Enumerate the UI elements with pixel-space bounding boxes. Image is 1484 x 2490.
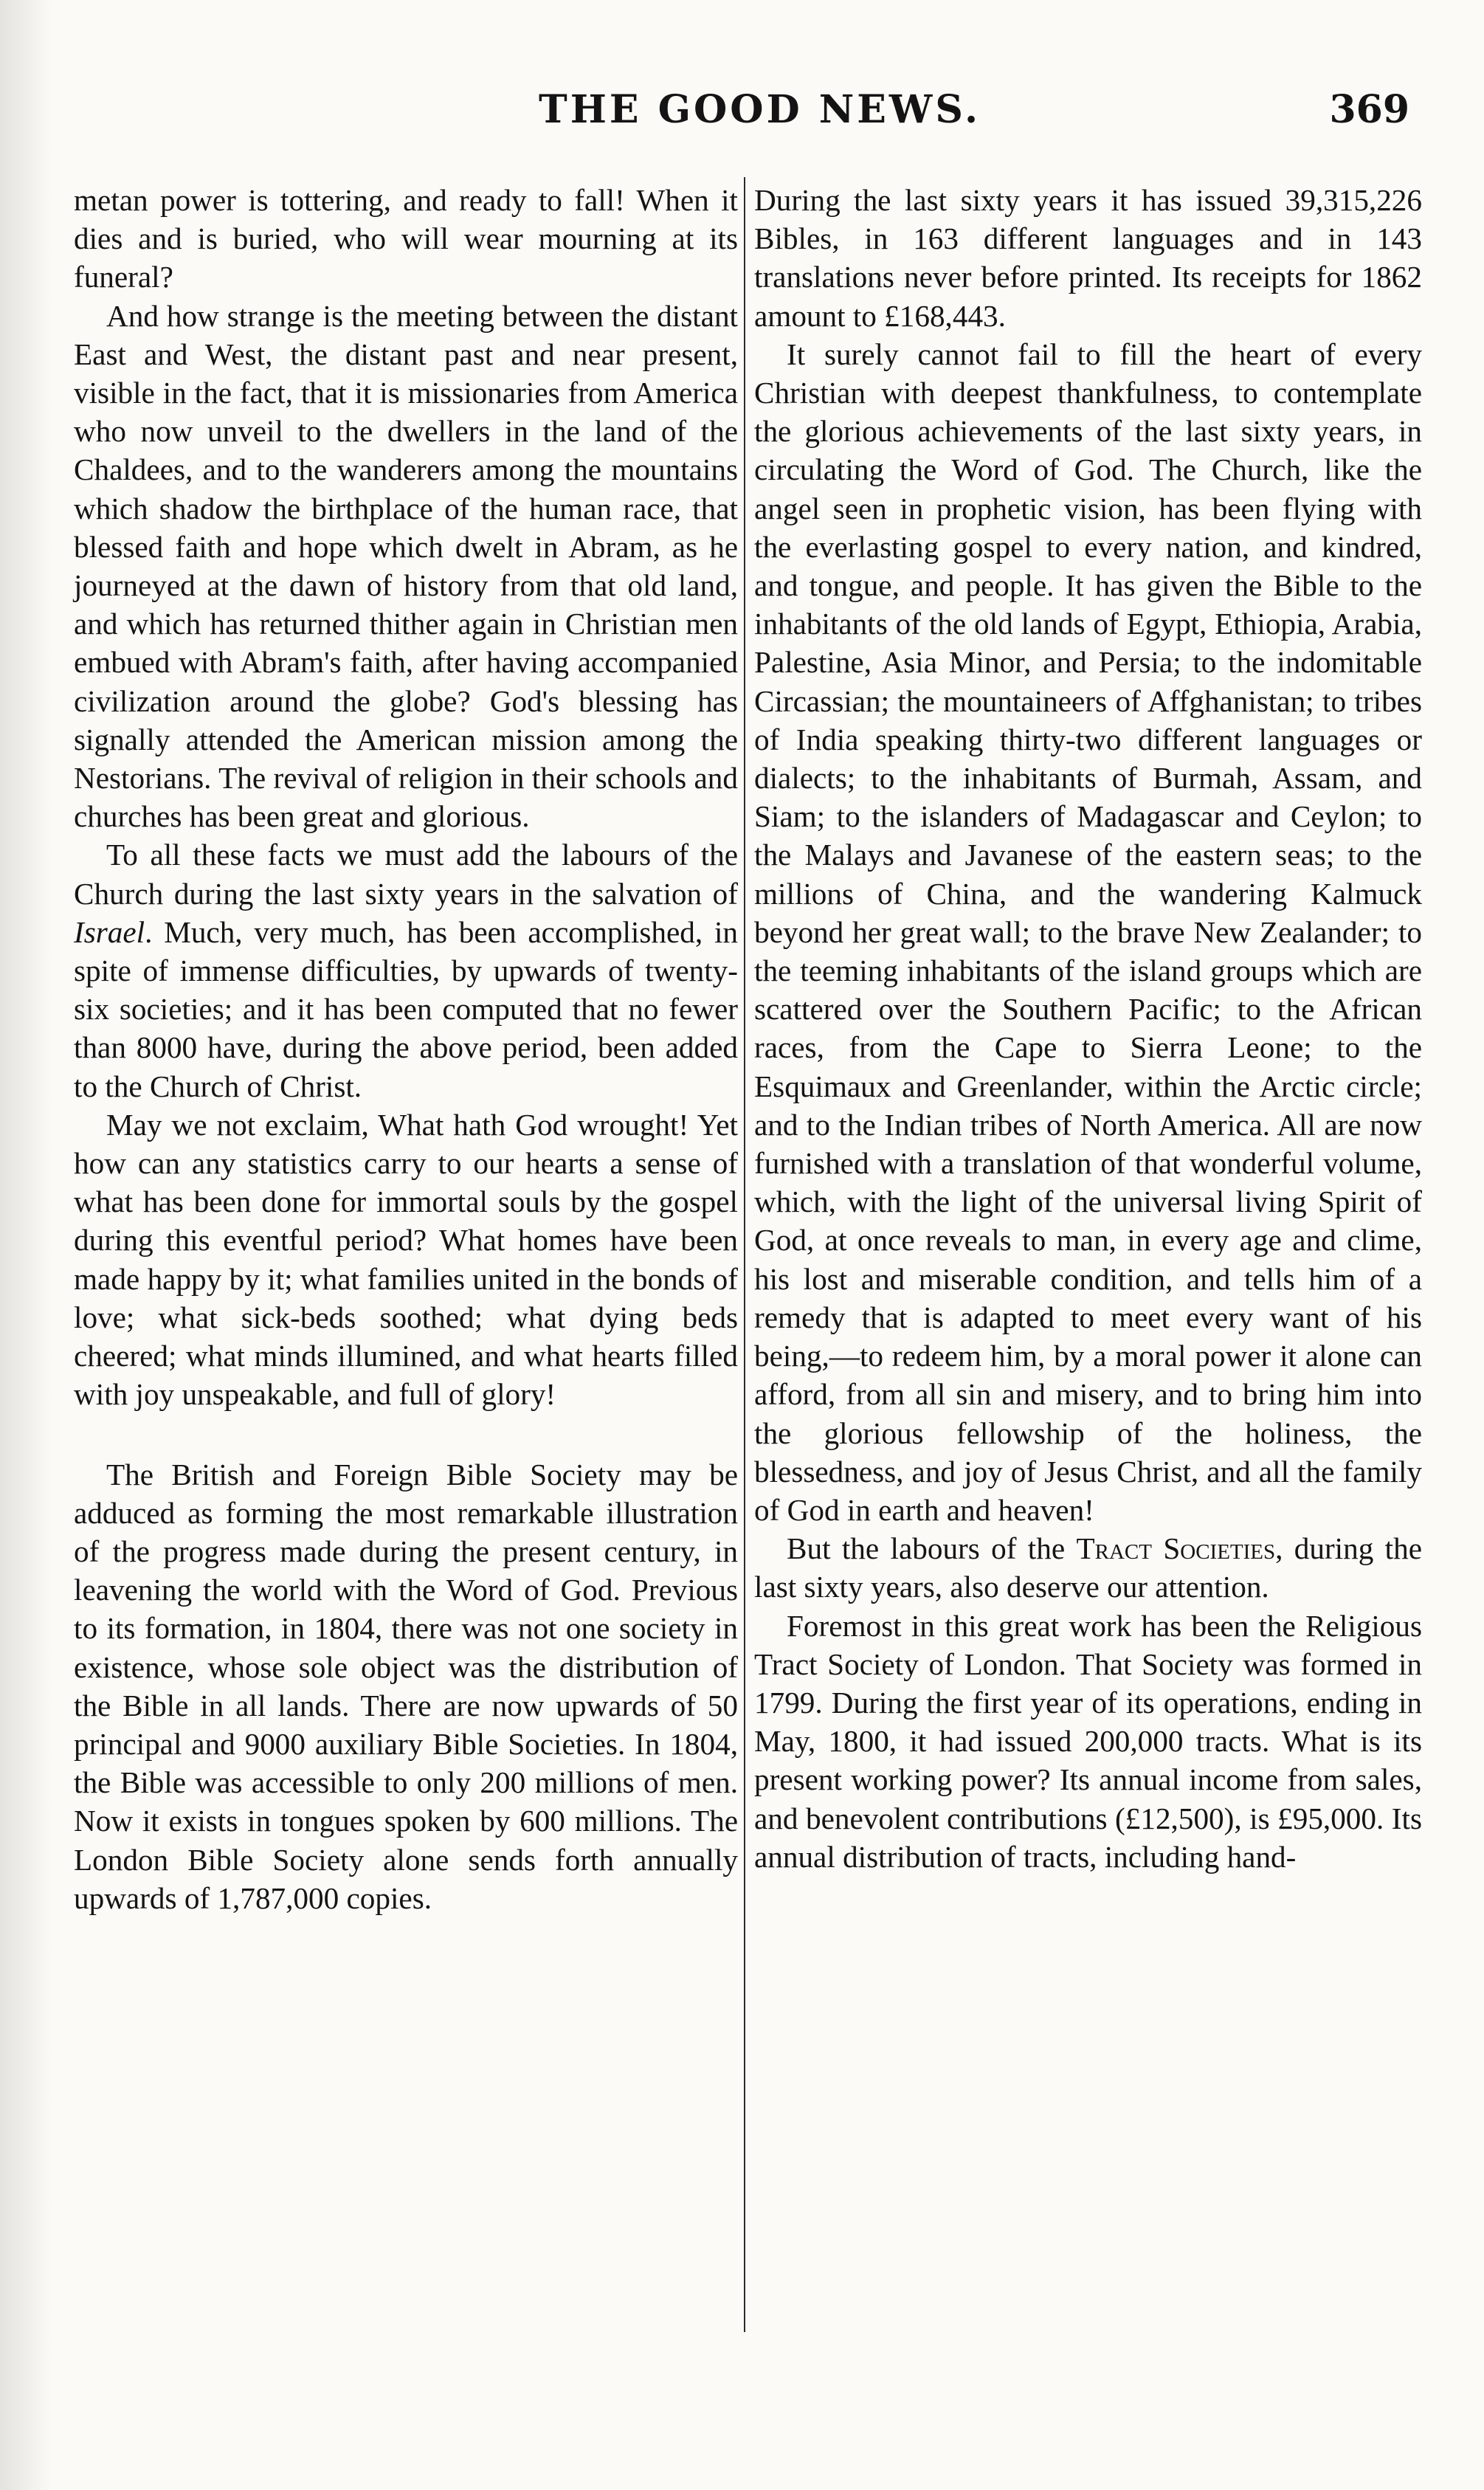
paragraph-bible-society: The British and Foreign Bible Society may be adduced as forming the most remarkable illustration of the progress made during the present century, in leavening the world with the Word of God. Previous to its formation, in 1804, there was not one society in existence, whose sole object was the distribution of the Bible in all lands. There are now upwards of 50 principal and 9000 auxiliary Bible Societies. In 1804, the Bible was accessible to only 200 millions of men. Now it exists in tongues spoken by 600 millions. The London Bible Society alone sends forth annually upwards of 1,787,000 copies. [74,1457,738,1915]
text-span: But the labours of the [787,1531,1077,1566]
paragraph-tract-societies [754,1529,1422,1606]
page-number: 369 [1329,87,1409,132]
page-edge-shading [0,0,52,2490]
text-span: , during the last sixty years, also deserve our attention. [754,1531,1422,1604]
paragraph-continued: metan power is tottering, and ready to fall! When it dies and is buried, who will wear mourning at its funeral? [74,183,738,294]
text-span: To all these facts we must add the labours of the Church during the last sixty years in the salvation of [74,838,738,911]
paragraph-nestorians: And how strange is the meeting between the distant East and West, the distant past and near present, visible in the fact, that it is missionaries from America who now unveil to the dwellers in the land of the Chaldees, and to the wanderers among the mountains which shadow the birthplace of the human race, that blessed faith and hope which dwelt in Abram, as he journeyed at the dawn of history from that old land, and which has returned thither again in Christian men embued with Abram's faith, after having accompanied civilization around the globe? God's blessing has signally attended the American mission among the Nestorians. The revival of religion in their schools and churches has been great and glorious. [74,298,738,834]
small-caps-term: Tract Societies [1076,1531,1276,1566]
paragraph-thankfulness: It surely cannot fail to fill the heart of every Christian with deepest thankfulness, to contemplate the glorious achievements of the last sixty years, in circulating the Word of God. The Church, like the angel seen in prophetic vision, has been flying with the everlasting gospel to every nation, and kindred, and tongue, and people. It has given the Bible to the inhabitants of the old lands of Egypt, Ethiopia, Arabia, Palestine, Asia Minor, and Persia; to the indomitable Circassian; the mountaineers of Affghanistan; to tribes of India speaking thirty-two different languages or dialects; to the inhabitants of Burmah, Assam, and Siam; to the islanders of Madagascar and Ceylon; to the Malays and Javanese of the eastern seas; to the millions of China, and the wandering Kalmuck beyond her great wall; to the brave New Zealander; to the teeming inhabitants of the island groups which are scattered over the Southern Pacific; to the African races, from the Cape to Sierra Leone; to the Esquimaux and Greenlander, within the Arctic circle; and to the Indian tribes of North America. All are now furnished with a translation of that wonderful volume, which, with the light of the universal living Spirit of God, at once reveals to man, in every age and clime, his lost and miserable condition, and tells him of a remedy that is adapted to meet every want of his being,—to redeem him, by a moral power it alone can afford, from all sin and misery, and to bring him into the glorious fellowship of the holiness, the blessedness, and joy of Jesus Christ, and all the family of God in earth and heaven! [754,337,1422,1527]
text-span: . Much, very much, has been accomplished, in spite of immense difficulties, by upwards of twenty-six societies; and it has been computed that no fewer than 8000 have, during the above period, been added to the Church of Christ. [74,914,738,1103]
paragraph-religious-tract-society: Foremost in this great work has been the Religious Tract Society of London. That Society was formed in 1799. During the first year of its operations, ending in May, 1800, it had issued 200,000 tracts. What is its present working power? Its annual income from sales, and benevolent contributions (£12,500), is £95,000. Its annual distribution of tracts, including hand- [754,1608,1422,1874]
running-header [66,87,1432,146]
paragraph-israel [74,835,738,1105]
column-divider [744,177,745,2332]
right-column [754,181,1422,1876]
paragraph-exclaim: May we not exclaim, What hath God wrought! Yet how can any statistics carry to our hearts a sense of what has been done for immortal souls by the gospel during this eventful period? What homes have been made happy by it; what families united in the bonds of love; what sick-beds soothed; what dying beds cheered; what minds illumined, and what hearts filled with joy unspeakable, and full of glory! [74,1107,738,1412]
italic-term: Israel [74,914,145,949]
left-column [74,181,738,1917]
running-title: THE GOOD NEWS. [539,87,981,132]
paragraph-issued: During the last sixty years it has issued 39,315,226 Bibles, in 163 different languages and in 143 translations never before printed. Its receipts for 1862 amount to £168,443. [754,183,1422,333]
